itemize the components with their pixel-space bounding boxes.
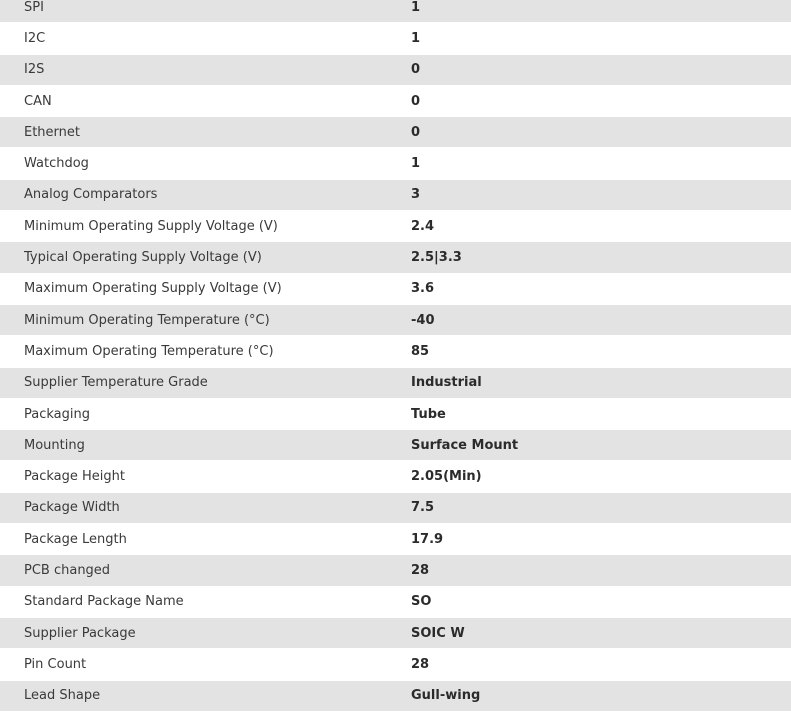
spec-value: 28	[411, 656, 430, 672]
spec-label: Package Height	[24, 469, 125, 485]
spec-label: Mounting	[24, 437, 85, 453]
spec-value: 2.5|3.3	[411, 250, 462, 266]
spec-row-min-supply-voltage	[0, 211, 791, 242]
spec-value: SOIC W	[411, 625, 465, 641]
spec-label: Analog Comparators	[24, 187, 158, 203]
spec-value: 0	[411, 93, 421, 109]
spec-value: Gull-wing	[411, 688, 481, 704]
spec-value: Industrial	[411, 375, 482, 391]
spec-value: Surface Mount	[411, 437, 519, 453]
spec-row-temperature-grade	[0, 368, 791, 399]
spec-row-packaging	[0, 399, 791, 430]
spec-label: I2C	[24, 30, 46, 46]
spec-label: Minimum Operating Supply Voltage (V)	[24, 218, 278, 234]
spec-value: SO	[411, 594, 432, 610]
spec-row-can	[0, 86, 791, 117]
spec-label: Watchdog	[24, 156, 89, 172]
spec-label: Maximum Operating Temperature (°C)	[24, 343, 274, 359]
spec-row-package-length	[0, 524, 791, 555]
spec-row-watchdog	[0, 148, 791, 179]
spec-value: 2.05(Min)	[411, 469, 482, 485]
spec-row-pin-count	[0, 649, 791, 680]
spec-row-max-temperature	[0, 336, 791, 367]
spec-value: 3	[411, 187, 421, 203]
spec-row-pcb-changed	[0, 555, 791, 586]
spec-label: Supplier Temperature Grade	[24, 375, 208, 391]
spec-value: 0	[411, 62, 421, 78]
spec-row-i2s	[0, 55, 791, 86]
spec-value: 1	[411, 156, 421, 172]
spec-label: Packaging	[24, 406, 90, 422]
spec-value: 0	[411, 124, 421, 140]
spec-value: 2.4	[411, 218, 435, 234]
spec-value: 7.5	[411, 500, 435, 516]
spec-row-mounting	[0, 430, 791, 461]
spec-label: CAN	[24, 93, 52, 109]
spec-row-ethernet	[0, 117, 791, 148]
spec-row-lead-shape	[0, 681, 791, 712]
spec-value: 17.9	[411, 531, 444, 547]
spec-label: PCB changed	[24, 562, 111, 578]
spec-label: Typical Operating Supply Voltage (V)	[24, 250, 262, 266]
spec-label: Supplier Package	[24, 625, 136, 641]
spec-label: Minimum Operating Temperature (°C)	[24, 312, 270, 328]
spec-value: 3.6	[411, 281, 435, 297]
spec-label: Pin Count	[24, 656, 87, 672]
spec-label: Package Length	[24, 531, 127, 547]
spec-label: SPI	[24, 0, 44, 15]
spec-value: 1	[411, 0, 421, 15]
spec-row-i2c	[0, 23, 791, 54]
spec-label: I2S	[24, 62, 45, 78]
spec-value: 1	[411, 30, 421, 46]
spec-row-package-height	[0, 461, 791, 492]
spec-row-spi	[0, 0, 791, 23]
spec-row-standard-package-name	[0, 587, 791, 618]
spec-label: Ethernet	[24, 124, 80, 140]
spec-row-package-width	[0, 493, 791, 524]
spec-value: 28	[411, 562, 430, 578]
spec-value: Tube	[411, 406, 446, 422]
spec-value: -40	[411, 312, 435, 328]
spec-row-min-temperature	[0, 305, 791, 336]
spec-row-supplier-package	[0, 618, 791, 649]
spec-row-typical-supply-voltage	[0, 242, 791, 273]
spec-label: Maximum Operating Supply Voltage (V)	[24, 281, 282, 297]
spec-value: 85	[411, 343, 430, 359]
spec-row-max-supply-voltage	[0, 274, 791, 305]
spec-label: Lead Shape	[24, 688, 101, 704]
spec-label: Package Width	[24, 500, 120, 516]
spec-label: Standard Package Name	[24, 594, 184, 610]
spec-row-analog-comparators	[0, 180, 791, 211]
